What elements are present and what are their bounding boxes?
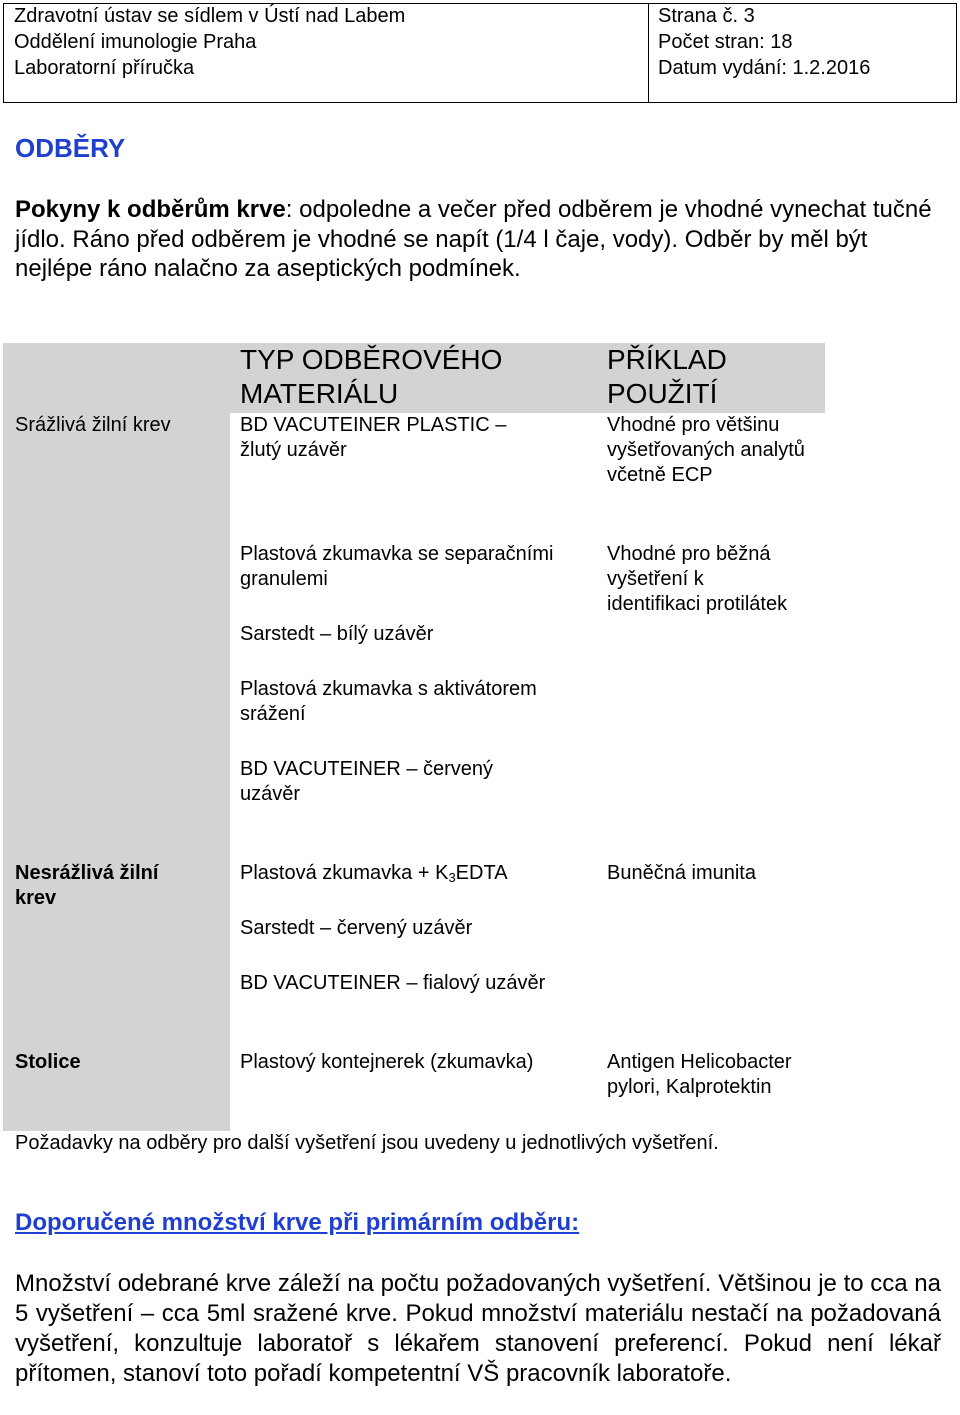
row2-material-1-subscript: 3	[448, 870, 456, 885]
header-page-number: Strana č. 3	[658, 5, 755, 27]
row2-material-2: Sarstedt – červený uzávěr	[240, 917, 473, 939]
header-page-count: Počet stran: 18	[658, 31, 793, 53]
header-department: Oddělení imunologie Praha	[14, 31, 257, 53]
row3-sample-type: Stolice	[15, 1051, 81, 1073]
row2-material-1	[240, 861, 508, 890]
row1-material-2: Plastová zkumavka se separačními granulemi	[240, 543, 554, 590]
header-organization: Zdravotní ústav se sídlem v Ústí nad Labem	[14, 5, 406, 27]
row2-use-1: Buněčná imunita	[607, 862, 756, 884]
row1-use-1: Vhodné pro většinu vyšetřovaných analytů včetně ECP	[607, 414, 805, 486]
blood-volume-text: Množství odebrané krve záleží na počtu požadovaných vyšetření. Většinou je to cca na 5 vyšetření – cca 5ml sražené krve. Pokud množství materiálu nestačí na požadovaná vyšetření, konzultuje laboratoř s lékařem stanovení preferencí. Pokud není lékař přítomen, stanoví toto pořadí kompetentní VŠ pracovník laboratoře.	[15, 1270, 941, 1387]
row2-material-3: BD VACUTEINER – fialový uzávěr	[240, 972, 546, 994]
row3-material-1: Plastový kontejnerek (zkumavka)	[240, 1051, 534, 1073]
row2-material-1-prefix: Plastová zkumavka + K	[240, 862, 449, 884]
subsection-title: Doporučené množství krve při primárním odběru:	[15, 1209, 580, 1236]
row2-sample-type: Nesrážlivá žilní krev	[15, 862, 159, 909]
row1-material-3: Plastová zkumavka s aktivátorem srážení	[240, 678, 537, 725]
header-document-name: Laboratorní příručka	[14, 57, 195, 79]
row1-material-1: BD VACUTEINER PLASTIC – žlutý uzávěr	[240, 414, 507, 461]
header-issue-date: Datum vydání: 1.2.2016	[658, 57, 871, 79]
instructions-text: : odpoledne a večer před odběrem je vhodné vynechat tučné jídlo. Ráno před odběrem je vhodné se napít (1/4 l čaje, vody). Odběr by měl být nejlépe ráno nalačno za aseptických podmínek.	[15, 196, 932, 282]
row1-material-2-maker: Sarstedt – bílý uzávěr	[240, 623, 434, 645]
instructions-lead: Pokyny k odběrům krve	[15, 196, 286, 223]
row1-sample-type: Srážlivá žilní krev	[15, 414, 171, 436]
header-divider	[648, 3, 649, 103]
section-title: ODBĚRY	[15, 133, 126, 163]
blood-collection-instructions	[15, 195, 945, 284]
table-sample-column-bg	[3, 343, 230, 1131]
row2-material-1-suffix: EDTA	[455, 862, 508, 884]
column-header-material: TYP ODBĚROVÉHO MATERIÁLU	[240, 344, 503, 409]
row3-use-1: Antigen Helicobacter pylori, Kalprotektin	[607, 1051, 792, 1098]
row1-use-2: Vhodné pro běžná vyšetření k identifikaci protilátek	[607, 543, 788, 615]
column-header-use: PŘÍKLAD POUŽITÍ	[607, 344, 727, 409]
row1-material-3-maker: BD VACUTEINER – červený uzávěr	[240, 758, 494, 805]
collection-note: Požadavky na odběry pro další vyšetření jsou uvedeny u jednotlivých vyšetření.	[15, 1132, 719, 1154]
